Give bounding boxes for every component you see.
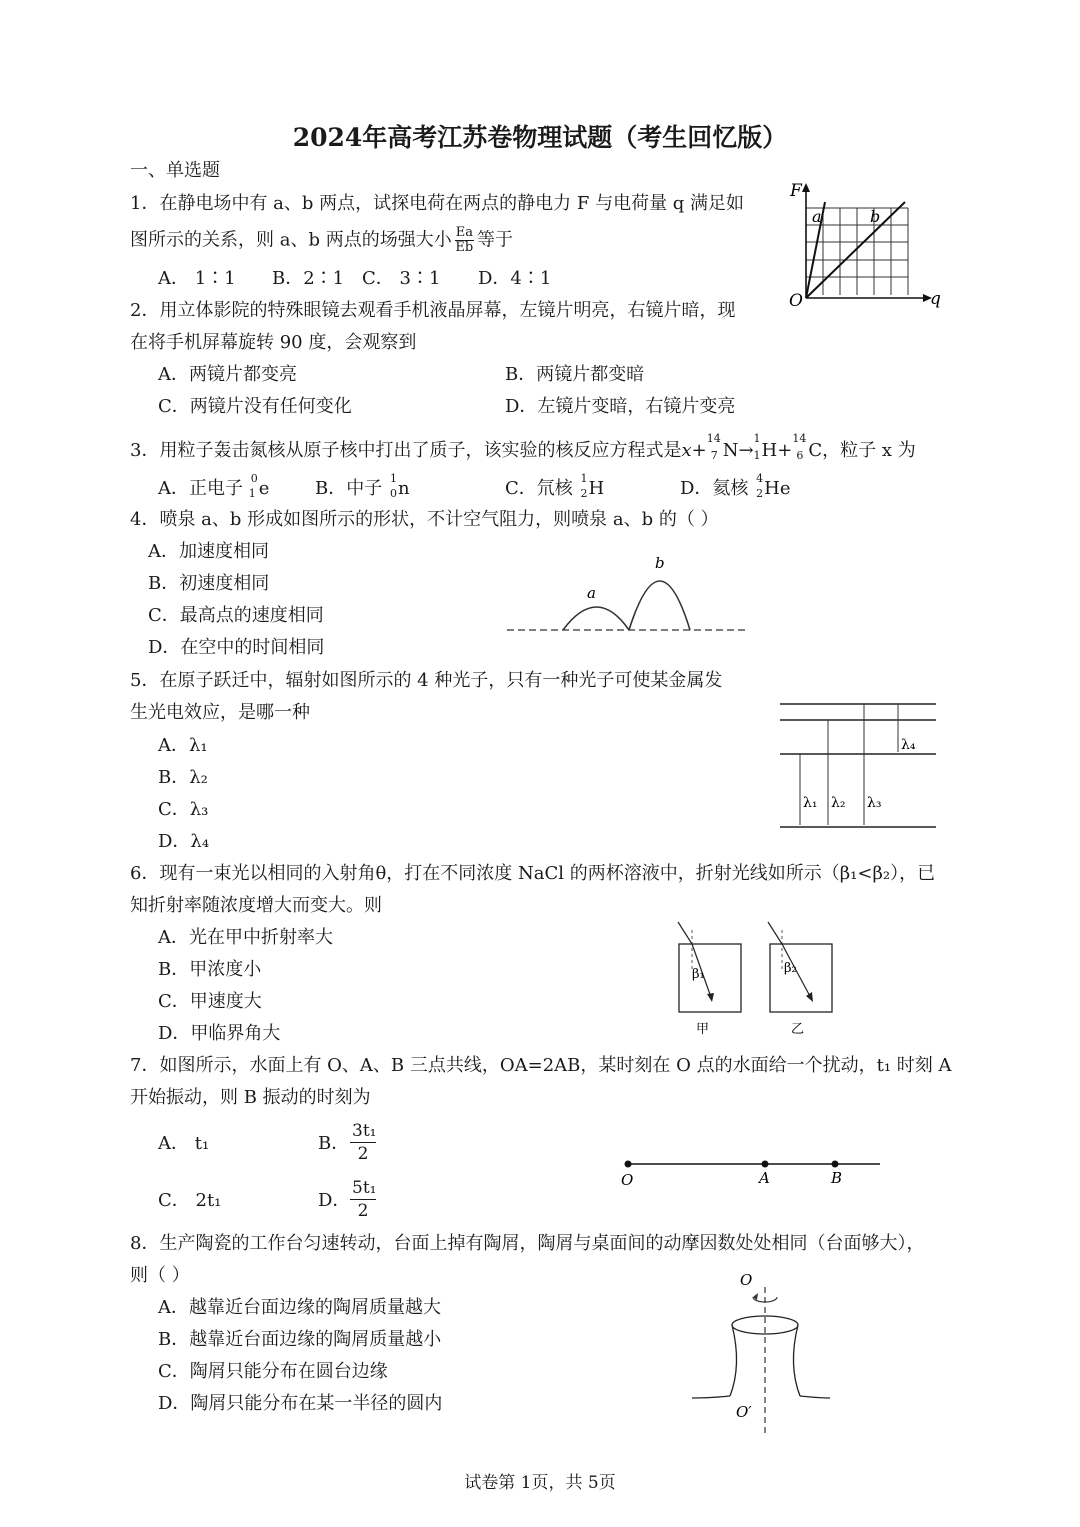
page-footer: 试卷第 1页，共 5页	[464, 1473, 616, 1493]
q5-option-b[interactable]: B．λ₂	[158, 767, 208, 788]
q3-arrow: →	[738, 440, 754, 461]
q3-opt-b-label: B．中子	[315, 478, 383, 499]
q3-n-num: 7	[710, 449, 718, 462]
q3-opt-c-mass: 1	[580, 472, 588, 485]
q6-beta1-label: β₁	[692, 967, 705, 982]
q2-option-c[interactable]: C．两镜片没有任何变化	[158, 396, 352, 417]
q4-line1: 4．喷泉 a、b 形成如图所示的形状，不计空气阻力，则喷泉 a、b 的（ ）	[130, 509, 719, 530]
q3-option-a[interactable]	[158, 472, 269, 500]
q3-n-mass: 14	[706, 432, 721, 445]
q3-c-num: 6	[796, 449, 804, 462]
section-heading: 一、单选题	[130, 160, 220, 181]
q5-line2: 生光电效应，是哪一种	[130, 702, 310, 723]
q6-beta2-label: β₂	[784, 961, 797, 976]
q3-opt-c-sym: H	[588, 478, 605, 499]
q3-opt-b-sym: n	[397, 478, 410, 499]
q3-opt-a-mass: 0	[250, 472, 258, 485]
q7-optd-den: 2	[357, 1201, 369, 1221]
q3-nitrogen-indices	[706, 432, 723, 462]
q1-line-a-label: a	[812, 207, 822, 226]
q2-option-b[interactable]: B．两镜片都变暗	[505, 364, 645, 385]
q3-opt-b-indices	[388, 472, 398, 500]
q3-opt-d-mass: 4	[756, 472, 764, 485]
q2-option-d[interactable]: D．左镜片变暗，右镜片变亮	[505, 396, 736, 417]
q7-option-c[interactable]: C． 2t₁	[158, 1190, 222, 1211]
q3-opt-d-label: D．氦核	[680, 478, 749, 499]
q3-suffix: ，粒子 x 为	[822, 440, 916, 461]
q1-option-c[interactable]: C． 3∶1	[362, 268, 441, 289]
q4-option-c[interactable]: C．最高点的速度相同	[148, 605, 324, 626]
q7-option-a[interactable]: A． t₁	[158, 1133, 210, 1154]
q5-lambda2-label: λ₂	[831, 795, 846, 811]
q3-c-sym: C	[808, 440, 823, 461]
q6-line2: 知折射率随浓度增大而变大。则	[130, 895, 382, 916]
q5-lambda1-label: λ₁	[803, 795, 818, 811]
q6-option-d[interactable]: D．甲临界角大	[158, 1023, 281, 1044]
q4-option-b[interactable]: B．初速度相同	[148, 573, 270, 594]
page-title: 2024年高考江苏卷物理试题（考生回忆版）	[292, 123, 788, 152]
q3-prefix: 3．用粒子轰击氮核从原子核中打出了质子，该实验的核反应方程式是	[130, 440, 682, 461]
q3-option-b[interactable]	[315, 472, 410, 500]
q7-option-d-label[interactable]: D．	[318, 1190, 351, 1211]
q1-line2	[130, 226, 513, 255]
q6-cup2-label: 乙	[791, 1022, 805, 1037]
q1-frac-den: Eb	[455, 240, 474, 255]
q1-frac-num: Ea	[455, 225, 473, 240]
q6-option-a[interactable]: A．光在甲中折射率大	[158, 927, 333, 948]
q5-energy-level-figure	[780, 697, 940, 832]
q7-option-d-fraction[interactable]	[350, 1177, 376, 1222]
q3-opt-c-num: 2	[580, 487, 588, 500]
q3-c-mass: 14	[792, 432, 807, 445]
q1-line1: 1．在静电场中有 a、b 两点，试探电荷在两点的静电力 F 与电荷量 q 满足如	[130, 193, 745, 214]
q4-option-d[interactable]: D．在空中的时间相同	[148, 637, 325, 658]
q6-cup1-label: 甲	[696, 1022, 710, 1037]
q3-option-d[interactable]	[680, 472, 791, 500]
q3-n-sym: N	[722, 440, 739, 461]
q6-figure	[670, 920, 850, 1040]
q1-origin: O	[789, 291, 803, 311]
q3-opt-a-sym: e	[258, 478, 270, 499]
q7-option-b-fraction[interactable]	[350, 1120, 376, 1165]
q3-h-indices	[753, 432, 762, 462]
q3-opt-a-indices	[248, 472, 259, 500]
q3-eq-plus1: +	[691, 440, 707, 461]
q5-option-d[interactable]: D．λ₄	[158, 831, 210, 852]
q8-option-b[interactable]: B．越靠近台面边缘的陶屑质量越小	[158, 1329, 442, 1350]
q2-line1: 2．用立体影院的特殊眼镜去观看手机液晶屏幕，左镜片明亮，右镜片暗，现	[130, 300, 736, 321]
q8-axis-bottom-label: O′	[736, 1403, 752, 1421]
q5-line1: 5．在原子跃迁中，辐射如图所示的 4 种光子，只有一种光子可使某金属发	[130, 670, 723, 691]
q3-opt-d-num: 2	[756, 487, 764, 500]
q7-optb-den: 2	[357, 1144, 369, 1164]
q3-opt-b-num: 0	[389, 487, 397, 500]
q7-option-b-label[interactable]: B．	[318, 1133, 350, 1154]
q8-option-d[interactable]: D．陶屑只能分布在某一半径的圆内	[158, 1393, 443, 1414]
q2-line2: 在将手机屏幕旋转 90 度，会观察到	[130, 332, 417, 353]
q1-axis-x: q	[930, 289, 941, 309]
q7-optd-num: 5t₁	[352, 1178, 377, 1198]
q7-optb-num: 3t₁	[352, 1121, 377, 1141]
q1-line-b-label: b	[870, 207, 881, 226]
q1-line2a: 图所示的关系，则 a、b 两点的场强大小	[130, 229, 452, 251]
q3-opt-b-mass: 1	[389, 472, 397, 485]
q1-option-b[interactable]: B．2∶1	[272, 268, 345, 289]
q4-label-b: b	[655, 554, 665, 572]
q5-option-c[interactable]: C．λ₃	[158, 799, 209, 820]
q1-option-d[interactable]: D．4∶1	[478, 268, 552, 289]
q3-opt-a-label: A．正电子	[158, 478, 243, 499]
q1-axis-y: F	[790, 181, 802, 201]
q3-eq-x: x	[681, 440, 692, 461]
q3-c-indices	[792, 432, 808, 462]
q3-opt-d-sym: He	[764, 478, 791, 499]
q8-axis-top-label: O	[740, 1271, 753, 1289]
q1-option-a[interactable]: A． 1∶1	[158, 268, 236, 289]
q3-opt-c-indices	[579, 472, 589, 500]
q7-point-b: B	[831, 1169, 843, 1187]
q3-opt-a-num: 1	[248, 487, 256, 500]
q7-figure	[615, 1152, 885, 1192]
q4-figure	[505, 550, 755, 640]
q3-eq-plus2: +	[777, 440, 793, 461]
q3-stem	[130, 434, 916, 462]
q6-option-c[interactable]: C．甲速度大	[158, 991, 262, 1012]
q7-line1: 7．如图所示，水面上有 O、A、B 三点共线，OA=2AB，某时刻在 O 点的水面给一个扰动，t₁ 时刻 A	[130, 1055, 952, 1076]
q1-fraction	[455, 226, 474, 255]
q7-point-a: A	[759, 1169, 770, 1187]
q3-option-c[interactable]	[505, 472, 604, 500]
q3-h-mass: 1	[753, 432, 761, 445]
q3-opt-c-label: C．氘核	[505, 478, 573, 499]
q6-option-b[interactable]: B．甲浓度小	[158, 959, 262, 980]
q8-line1: 8．生产陶瓷的工作台匀速转动，台面上掉有陶屑，陶屑与桌面间的动摩因数处处相同（台面够大），	[130, 1233, 925, 1254]
q3-h-sym: H	[761, 440, 778, 461]
q7-point-o: O	[621, 1171, 634, 1189]
q8-line2: 则（ ）	[130, 1265, 190, 1286]
q4-option-a[interactable]: A．加速度相同	[148, 541, 269, 562]
q4-label-a: a	[587, 584, 596, 602]
q6-line1: 6．现有一束光以相同的入射角θ，打在不同浓度 NaCl 的两杯溶液中，折射光线如所示（β₁<β₂），已	[130, 863, 936, 884]
q2-option-a[interactable]: A．两镜片都变亮	[158, 364, 297, 385]
q5-lambda3-label: λ₃	[867, 795, 882, 811]
q8-turntable-figure	[680, 1265, 840, 1455]
q5-option-a[interactable]: A．λ₁	[158, 735, 208, 756]
q8-option-a[interactable]: A．越靠近台面边缘的陶屑质量越大	[158, 1297, 441, 1318]
q8-option-c[interactable]: C．陶屑只能分布在圆台边缘	[158, 1361, 388, 1382]
q1-figure	[780, 180, 950, 315]
q3-opt-d-indices	[754, 472, 764, 500]
q5-lambda4-label: λ₄	[901, 737, 916, 753]
q3-h-num: 1	[753, 449, 761, 462]
q7-line2: 开始振动，则 B 振动的时刻为	[130, 1087, 371, 1108]
q1-line2b: 等于	[476, 229, 513, 251]
